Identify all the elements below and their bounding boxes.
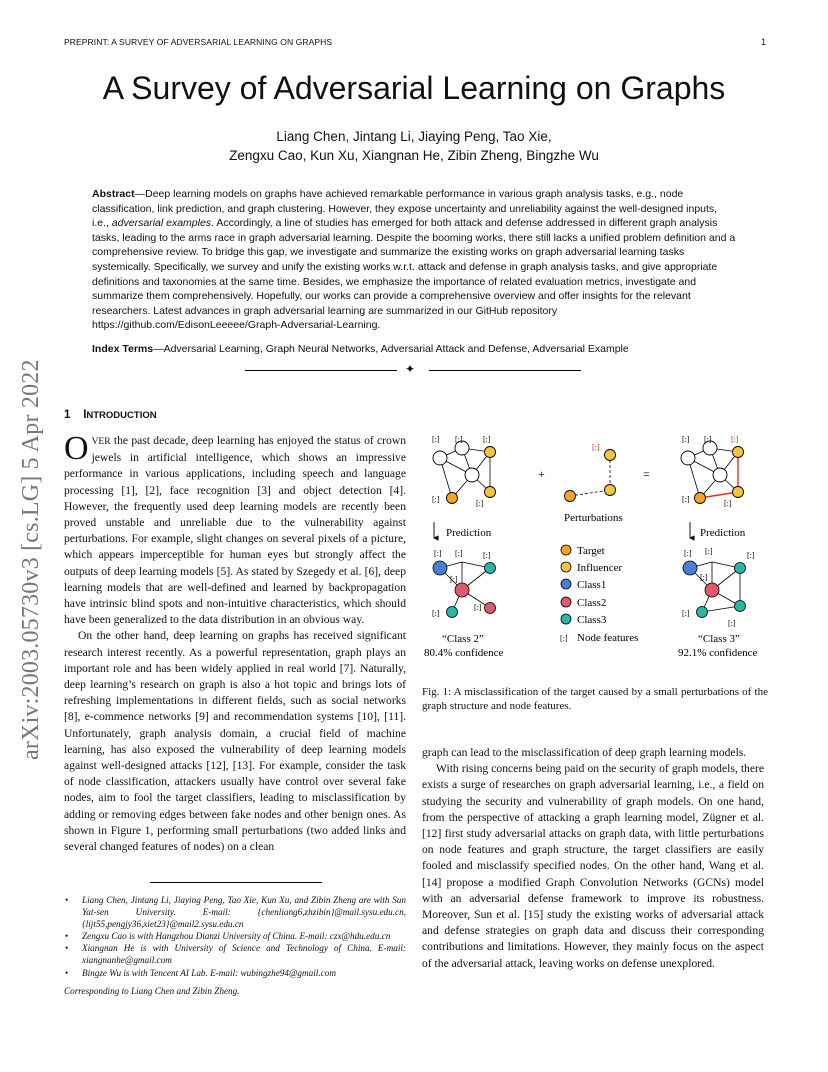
dropcap: O: [64, 430, 89, 467]
plus-sign: +: [538, 467, 545, 481]
class3-node: [735, 601, 746, 612]
figure-1: [420, 430, 770, 660]
influencer-node: [733, 487, 744, 498]
section-title-rest: NTRODUCTION: [86, 410, 157, 421]
footnote-item: [64, 967, 406, 979]
class2-node: [455, 583, 469, 597]
influencer-node: [733, 447, 744, 458]
class3-node: [447, 607, 458, 618]
divider-line-left: [245, 370, 397, 371]
legend-target: Target: [577, 545, 605, 557]
author-list: [0, 127, 828, 165]
footnotes: [64, 894, 406, 997]
target-node: [695, 493, 706, 504]
perturbed-graph-nodes: [681, 441, 744, 504]
result-left-confidence: 80.4% confidence: [424, 647, 504, 659]
arxiv-side-label: [18, 290, 48, 760]
result-right-label: “Class 3”: [698, 633, 740, 645]
footnote-text: Liang Chen, Jintang Li, Jiaying Peng, Tao Xie, Kun Xu, and Zibin Zheng are with Sun Yat-sen University. E-mail: {chenliang6,zhzibin}@mail.sysu.edu.cn, {lijt55,pengjy36,xiet23}@mail2.sysu.edu.cn: [82, 895, 406, 930]
footnote-item: [64, 942, 406, 966]
paper-title: A Survey of Adversarial Learning on Graphs: [102, 70, 726, 106]
section-title-initial: I: [83, 409, 87, 421]
feature-mark: [:]: [592, 443, 600, 452]
legend-class2-swatch: [561, 597, 571, 607]
perturbation-graph: [565, 443, 616, 502]
equals-sign: =: [643, 467, 650, 481]
bullet-icon: •: [65, 967, 69, 978]
figure-caption: Fig. 1: A misclassification of the target caused by a small perturbations of the graph structure and node features.: [422, 686, 768, 712]
legend: [560, 545, 638, 644]
prediction-label-right: Prediction: [700, 527, 746, 539]
legend-class2: Class2: [577, 597, 607, 609]
result-graph-left-nodes: [433, 561, 496, 618]
intro-smallcaps: VER: [91, 437, 111, 447]
class1-node: [433, 561, 447, 575]
feature-mark: [:]: [450, 575, 458, 584]
influencer-node: [485, 447, 496, 458]
intro-paragraph-2: On the other hand, deep learning on graphs has received significant research interest recently. As a powerful representation, graph plays an important role and has been widely applied in real world [7]. Naturally, deep learning’s research on graph is also a hot topic and brings lots of refreshing implementations in different fields, such as social networks [8], e-commence networks [9] and recommendation systems [10], [11]. Unfortunately, graph analysis domain, a crucial field of machine learning, has also exposed the vulnerability of deep learning models against well-designed attacks [12], [13]. For example, consider the task of node classification, attackers usually have control over several fake nodes, aim to fool the target classifiers, leading to misclassification by adding or removing edges between fake nodes and other benign ones. As shown in Figure 1, performing small perturbations (two added links and several changed features of nodes) on a clean: [64, 629, 406, 854]
node: [681, 451, 695, 465]
feature-mark: [:]: [483, 551, 491, 560]
feature-mark: [:]: [682, 495, 690, 504]
feature-mark: [:]: [724, 499, 732, 508]
legend-feature-mark: [:]: [560, 634, 568, 643]
arxiv-identifier[interactable]: arXiv:2003.05730v3 [cs.LG] 5 Apr 2022: [18, 359, 44, 760]
target-node: [565, 491, 576, 502]
section-number: 1: [64, 409, 71, 421]
feature-mark: [:]: [705, 547, 713, 556]
divider-line-right: [429, 370, 581, 371]
prediction-label-left: Prediction: [446, 527, 492, 539]
index-terms: [92, 342, 736, 356]
body-left-column: [64, 430, 406, 855]
feature-mark: [:]: [434, 549, 442, 558]
abstract: [92, 187, 736, 333]
node: [713, 468, 727, 482]
legend-node-features: Node features: [577, 632, 639, 644]
footnote-corresponding: Corresponding to Liang Chen and Zibin Zheng.: [64, 985, 240, 996]
influencer-node: [605, 450, 616, 461]
feature-mark: [:]: [455, 549, 463, 558]
node: [465, 468, 479, 482]
influencer-node: [605, 485, 616, 496]
class2-node: [705, 583, 719, 597]
feature-mark: [:]: [731, 435, 739, 444]
divider-star-icon: ✦: [405, 362, 416, 376]
right-paragraph-1: graph can lead to the misclassification of deep graph learning models.: [422, 746, 747, 759]
legend-influencer-swatch: [561, 562, 571, 572]
influencer-node: [485, 487, 496, 498]
abstract-text-2: . Accordingly, a line of studies has emerged for both attack and defense addressed in different graph analysis tasks, leading to the arms race in graph adversarial learning. Despite the booming works, there still lacks a unified problem definition and a comprehensive review. To bridge this gap, we investigate and summarize the existing works on graph adversarial learning tasks systemically. Specifically, we survey and unify the existing works w.r.t. attack and defense in graph analysis tasks, and give appropriate definitions and taxonomies at the same time. Besides, we emphasize the importance of related evaluation metrics, investigate and summarize them comprehensively. Hopefully, our works can provide a comprehensive overview and offer insights for the relevant researchers. Latest advances in graph adversarial learning are summarized in our GitHub repository https://github.com/EdisonLeeeee/Graph-Adversarial-Learning.: [92, 217, 736, 332]
body-right-column: [422, 745, 764, 972]
result-graph-right-nodes: [683, 561, 746, 618]
class2-node: [485, 603, 496, 614]
intro-paragraph-1: [64, 430, 406, 628]
result-right-confidence: 92.1% confidence: [678, 647, 758, 659]
feature-mark: [:]: [432, 435, 440, 444]
feature-mark: [:]: [704, 435, 712, 444]
footnote-item: [64, 930, 406, 942]
intro-paragraph-1-text: the past decade, deep learning has enjoyed the status of crown jewels in artificial intelligence, which shows an impressive performance in various applications, including speech and language processing [1], [2], face recognition [3] and object detection [4]. However, the frequently used deep learning models are recently been proved unstable and unreliable due to the vulnerability against perturbations. For example, slight changes on several pixels of a picture, which appears imperceptible for human eyes but strongly affect the outputs of deep learning models [5]. As stated by Szegedy et al. [6], deep learning models that are well-defined and learned by backpropagation have intrinsic blind spots and non-intuitive characteristics, which should have been generalized to the data distribution in an obvious way.: [64, 434, 406, 627]
abstract-text-1: —Deep learning models on graphs have achieved remarkable performance in various graph analysis tasks, e.g., node classification, link prediction, and graph clustering. However, they expose uncertainty and unreliability against the well-designed inputs, i.e.,: [92, 188, 718, 230]
legend-class3: Class3: [577, 614, 607, 626]
section-heading: [64, 409, 157, 421]
class1-node: [683, 561, 697, 575]
authors-line-1: Liang Chen, Jintang Li, Jiaying Peng, Tao Xie,: [276, 129, 552, 144]
footnote-rule: [150, 882, 322, 883]
running-head: PREPRINT: A SURVEY OF ADVERSARIAL LEARNING ON GRAPHS: [64, 37, 333, 47]
feature-mark: [:]: [483, 435, 491, 444]
legend-target-swatch: [561, 545, 571, 555]
bullet-icon: •: [65, 895, 69, 905]
feature-mark: [:]: [455, 435, 463, 444]
feature-mark: [:]: [432, 609, 440, 618]
legend-class1-swatch: [561, 579, 571, 589]
feature-mark: [:]: [747, 551, 755, 560]
feature-mark: [:]: [684, 549, 692, 558]
bullet-icon: •: [65, 931, 69, 942]
original-graph-nodes: [433, 441, 496, 504]
result-left-label: “Class 2”: [442, 633, 484, 645]
abstract-label: Abstract: [92, 188, 135, 200]
footnote-text: Bingze Wu is with Tencent AI Lab. E-mail: wubingzhe94@gmail.com: [82, 967, 336, 978]
index-terms-text: —Adversarial Learning, Graph Neural Networks, Adversarial Attack and Defense, Adversarial Example: [153, 343, 629, 355]
perturbations-label: Perturbations: [564, 512, 623, 524]
authors-line-2: Zengxu Cao, Kun Xu, Xiangnan He, Zibin Zheng, Bingzhe Wu: [229, 148, 599, 163]
feature-mark: [:]: [700, 573, 708, 582]
footnote-item: [64, 894, 406, 930]
class3-node: [697, 607, 708, 618]
right-paragraph-2: With rising concerns being paid on the security of graph models, there exists a surge of researches on graph adversarial learning, i.e., a field on studying the security and vulnerability of graph models. On one hand, from the perspective of attacking a graph learning model, Zügner et al. [12] first study adversarial attacks on graph data, with little perturbations on node features and graph structure, the target classifiers are easily fooled and misclassify specified nodes. On the other hand, Wang et al. [14] propose a modified Graph Convolution Networks (GCNs) model with an adversarial defense framework to improve its robustness. Moreover, Sun et al. [15] study the existing works of adversarial attack and defense strategies on graph data and discuss their corresponding contributions and limitations. However, they mainly focus on the aspect of the adversarial attack, leaving works on defense unexplored.: [422, 762, 764, 970]
class3-node: [485, 563, 496, 574]
abstract-emphasis: adversarial examples: [111, 217, 212, 230]
feature-mark: [:]: [728, 619, 736, 628]
bullet-icon: •: [65, 943, 69, 954]
legend-influencer: Influencer: [577, 562, 623, 574]
legend-class3-swatch: [561, 614, 571, 624]
legend-class1: Class1: [577, 579, 607, 591]
feature-mark: [:]: [476, 499, 484, 508]
footnote-text: Zengxu Cao is with Hangzhou Dianzi University of China. E-mail: czx@hdu.edu.cn: [82, 931, 391, 942]
index-terms-label: Index Terms: [92, 343, 154, 355]
page-number: 1: [760, 37, 766, 47]
feature-mark: [:]: [474, 603, 482, 612]
class3-node: [735, 563, 746, 574]
feature-mark: [:]: [432, 495, 440, 504]
footnote-text: Xiangnan He is with University of Science and Technology of China. E-mail: xiangnanhe@gmail.com: [82, 943, 406, 966]
feature-mark: [:]: [682, 435, 690, 444]
section-divider: [245, 362, 585, 378]
feature-mark: [:]: [682, 609, 690, 618]
target-node: [447, 493, 458, 504]
node: [433, 451, 447, 465]
